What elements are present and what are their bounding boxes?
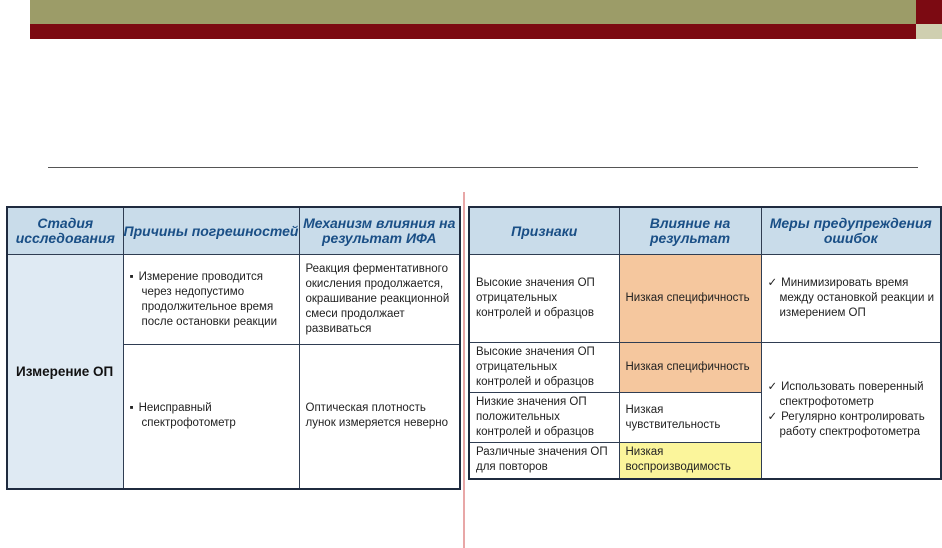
measure-text: ✓ Использовать поверенный спектрофотометр [768,380,935,410]
error-causes-table [6,206,461,490]
cause-text: ▪ Измерение проводится через недопустимо продолжительное время после остановки реакции [130,270,293,330]
table-header-row [469,207,941,255]
sign-cell: Высокие значения ОП отрицательных контролей и образцов [469,255,619,343]
cause-cell [123,345,299,489]
sign-cell: Высокие значения ОП отрицательных контролей и образцов [469,343,619,393]
stage-cell: Измерение ОП [7,255,123,489]
header-effect: Влияние на результат [619,207,761,255]
header-band-maroon [30,24,916,39]
header-stage: Стадия исследования [7,207,123,255]
measures-cell [761,255,941,343]
mechanism-cell: Оптическая плотность лунок измеряется неверно [299,345,460,489]
sign-cell: Различные значения ОП для повторов [469,443,619,479]
table-row [469,343,941,393]
mechanism-cell: Реакция ферментативного окисления продолжается, окрашивание реакционной смеси продолжает развиваться [299,255,460,345]
cause-cell [123,255,299,345]
header-mechanism: Механизм влияния на результат ИФА [299,207,460,255]
header-band-olive [30,0,916,24]
measure-text: ✓ Минимизировать время между остановкой реакции и измерением ОП [768,276,935,321]
effect-cell: Низкая воспроизводимость [619,443,761,479]
table-header-row [7,207,460,255]
measures-cell [761,343,941,479]
title-rule [48,167,918,168]
header-causes: Причины погрешностей [123,207,299,255]
slide-divider [463,192,465,548]
table-row [7,255,460,345]
cause-text: ▪ Неисправный спектрофотометр [130,401,293,431]
table-row [469,255,941,343]
effect-cell: Низкая специфичность [619,255,761,343]
sign-cell: Низкие значения ОП положительных контролей и образцов [469,393,619,443]
measure-text: ✓ Регулярно контролировать работу спектрофотометра [768,410,935,440]
header-signs: Признаки [469,207,619,255]
effect-cell: Низкая специфичность [619,343,761,393]
corner-square-maroon [916,0,942,24]
corner-square-olive [916,24,942,39]
header-measures: Меры предупреждения ошибок [761,207,941,255]
error-signs-table [468,206,942,480]
effect-cell: Низкая чувствительность [619,393,761,443]
